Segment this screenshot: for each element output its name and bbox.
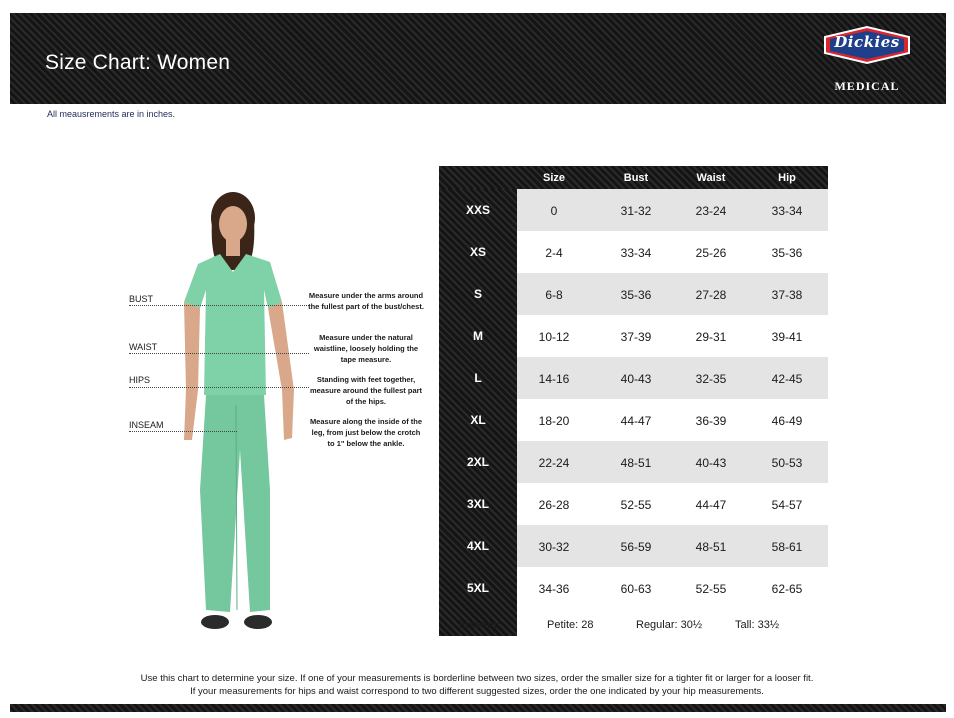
- units-note: All meausrements are in inches.: [47, 109, 176, 119]
- bust-value: 60-63: [620, 582, 652, 596]
- footer-note-line-1: Use this chart to determine your size. If one of your measurements is borderline between two sizes, order the smaller size for a tighter fit or larger for a looser fit.: [140, 673, 814, 684]
- size-label: 5XL: [466, 581, 489, 595]
- bust-value: 56-59: [620, 540, 652, 554]
- size-value: 30-32: [538, 540, 570, 554]
- size-label: XXS: [465, 203, 490, 217]
- bust-value: 33-34: [620, 246, 652, 260]
- bust-value: 44-47: [620, 414, 652, 428]
- size-label: S: [473, 287, 482, 301]
- size-value: 2-4: [545, 246, 563, 260]
- hips-description: Standing with feet together, measure around the fullest part of the hips.: [309, 375, 423, 406]
- size-value: 34-36: [538, 582, 570, 596]
- waist-value: 27-28: [695, 288, 727, 302]
- footer-banner: [10, 704, 946, 712]
- model-figure-illustration: [170, 190, 310, 640]
- logo-subtext: MEDICAL: [834, 79, 900, 93]
- bust-value: 35-36: [620, 288, 652, 302]
- hip-value: 42-45: [771, 372, 803, 386]
- hip-value: 35-36: [771, 246, 803, 260]
- size-value: 22-24: [538, 456, 570, 470]
- waist-value: 32-35: [695, 372, 727, 386]
- waist-value: 23-24: [695, 204, 727, 218]
- waist-value: 29-31: [695, 330, 727, 344]
- table-row: [439, 441, 828, 483]
- hip-value: 62-65: [771, 582, 803, 596]
- footer-note-line-2: If your measurements for hips and waist correspond to two different suggested sizes, order the one indicated by your hip measurements.: [190, 686, 764, 697]
- bust-value: 37-39: [620, 330, 652, 344]
- size-label: 4XL: [466, 539, 489, 553]
- column-header-waist: Waist: [696, 172, 726, 184]
- column-header-hip: Hip: [778, 172, 796, 184]
- hip-value: 37-38: [771, 288, 803, 302]
- waist-label: WAIST: [129, 342, 158, 352]
- table-row: [439, 273, 828, 315]
- table-row: [439, 231, 828, 273]
- bust-description: Measure under the arms around the fullest part of the bust/chest.: [308, 291, 424, 311]
- table-row: [439, 525, 828, 567]
- table-row: [439, 567, 828, 609]
- size-value: 6-8: [545, 288, 563, 302]
- inseam-label: INSEAM: [129, 420, 164, 430]
- table-row: [439, 315, 828, 357]
- waist-value: 36-39: [695, 414, 727, 428]
- hip-value: 54-57: [771, 498, 803, 512]
- table-row: [439, 483, 828, 525]
- inseam-tall: Tall: 33½: [735, 619, 780, 631]
- table-header: [439, 166, 828, 189]
- column-header-bust: Bust: [623, 172, 649, 184]
- header-banner: [10, 13, 946, 104]
- hip-value: 46-49: [771, 414, 803, 428]
- page-title: Size Chart: Women: [45, 51, 231, 74]
- waist-value: 44-47: [695, 498, 727, 512]
- size-value: 0: [550, 204, 558, 218]
- size-label: 3XL: [466, 497, 489, 511]
- bust-value: 40-43: [620, 372, 652, 386]
- waist-value: 48-51: [695, 540, 727, 554]
- inseam-guide-line: [129, 431, 237, 432]
- waist-description: Measure under the natural waistline, loosely holding the tape measure.: [313, 333, 419, 364]
- dickies-medical-logo: [822, 25, 912, 95]
- size-value: 26-28: [538, 498, 570, 512]
- table-row: [439, 357, 828, 399]
- hips-guide-line: [129, 387, 309, 388]
- bust-label: BUST: [129, 294, 154, 304]
- bust-guide-line: [129, 305, 309, 306]
- size-label: XL: [470, 413, 486, 427]
- size-label: L: [474, 371, 482, 385]
- waist-value: 40-43: [695, 456, 727, 470]
- size-value: 14-16: [538, 372, 570, 386]
- size-value: 18-20: [538, 414, 570, 428]
- table-row: [439, 189, 828, 231]
- size-label: 2XL: [466, 455, 489, 469]
- inseam-regular: Regular: 30½: [636, 619, 703, 631]
- table-row: [439, 399, 828, 441]
- hips-label: HIPS: [129, 375, 151, 385]
- inseam-petite: Petite: 28: [547, 619, 594, 631]
- waist-value: 25-26: [695, 246, 727, 260]
- waist-guide-line: [129, 353, 309, 354]
- inseam-row-label: Inseam:: [459, 619, 501, 631]
- size-value: 10-12: [538, 330, 570, 344]
- column-header-size: Size: [542, 172, 565, 184]
- size-label: XS: [469, 245, 486, 259]
- inseam-description: Measure along the inside of the leg, from just below the crotch to 1" below the ankle.: [309, 417, 423, 448]
- hip-value: 50-53: [771, 456, 803, 470]
- logo-wordmark: Dickies: [834, 33, 900, 51]
- bust-value: 31-32: [620, 204, 652, 218]
- waist-value: 52-55: [695, 582, 727, 596]
- hip-value: 58-61: [771, 540, 803, 554]
- bust-value: 52-55: [620, 498, 652, 512]
- hip-value: 33-34: [771, 204, 803, 218]
- size-label: M: [473, 329, 483, 343]
- bust-value: 48-51: [620, 456, 652, 470]
- hip-value: 39-41: [771, 330, 803, 344]
